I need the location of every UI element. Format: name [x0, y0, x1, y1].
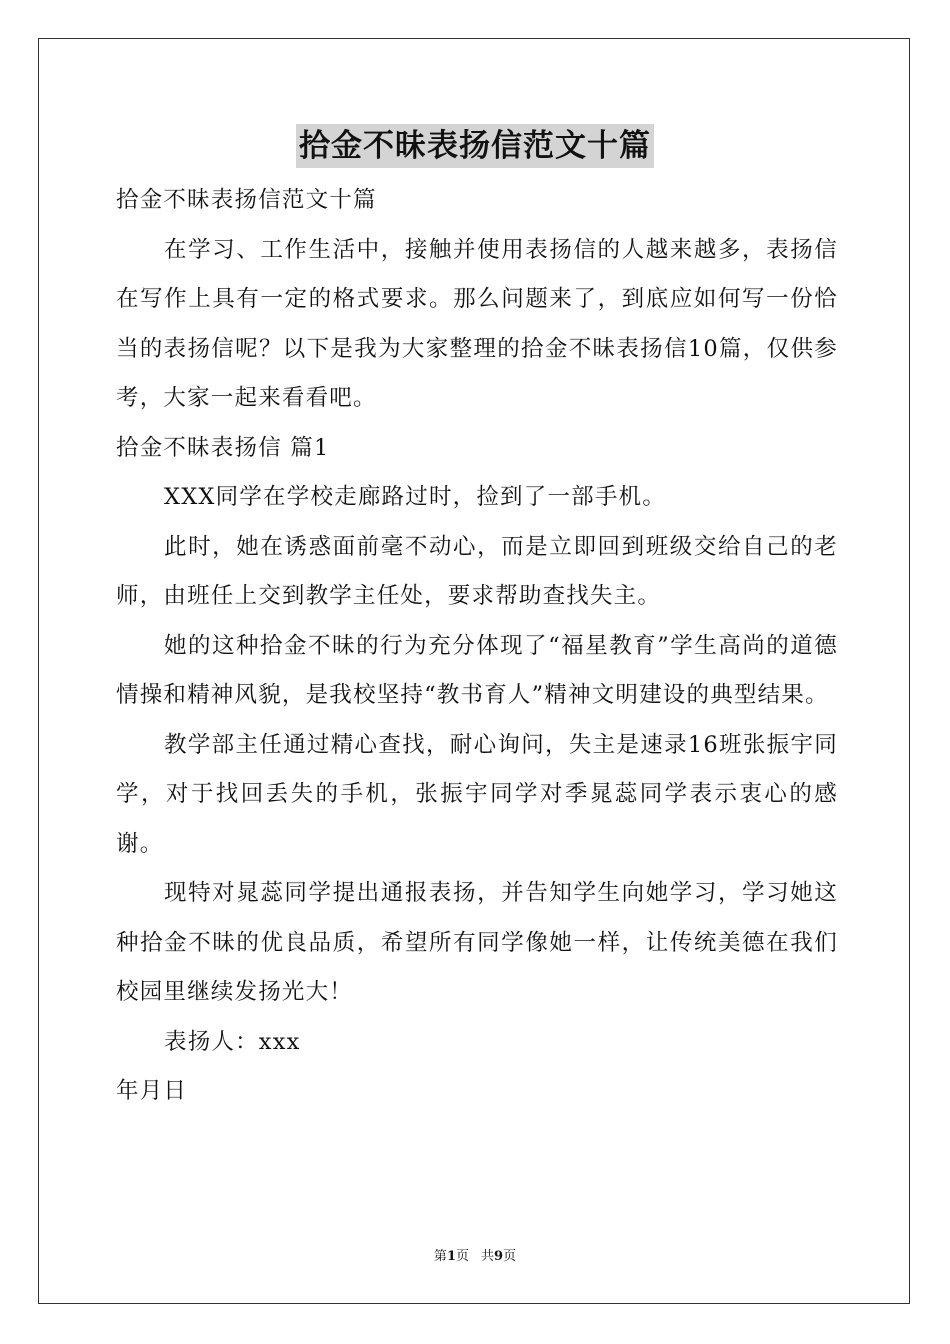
page-footer — [0, 1248, 950, 1266]
total-prefix: 共 — [481, 1249, 495, 1264]
paragraph: 现特对晁蕊同学提出通报表扬，并告知学生向她学习，学习她这种拾金不昧的优良品质，希望所有同学像她一样，让传统美德在我们校园里继续发扬光大！ — [116, 880, 838, 1005]
page-current: 1 — [446, 1249, 456, 1264]
page-unit: 页 — [455, 1249, 469, 1264]
date-line: 年月日 — [116, 1078, 188, 1104]
paragraph: XXX同学在学校走廊路过时，捡到了一部手机。 — [164, 484, 666, 510]
paragraph: 此时，她在诱惑面前毫不动心，而是立即回到班级交给自己的老师，由班任上交到教学主任处，要求帮助查找失主。 — [116, 533, 838, 609]
section-heading-1: 拾金不昧表扬信 篇1 — [116, 434, 330, 461]
title-container — [0, 124, 950, 168]
total-unit: 页 — [503, 1249, 517, 1264]
document-title: 拾金不昧表扬信范文十篇 — [296, 124, 654, 168]
page-prefix: 第 — [433, 1249, 447, 1264]
document-body — [116, 176, 838, 1117]
paragraph-heading: 拾金不昧表扬信范文十篇 — [116, 187, 377, 213]
paragraph: 教学部主任通过精心查找，耐心询问，失主是速录16班张振宇同学，对于找回丢失的手机，张振宇同学对季晁蕊同学表示衷心的感谢。 — [116, 731, 838, 857]
paragraph: 她的这种拾金不昧的行为充分体现了“福星教育”学生高尚的道德情操和精神风貌，是我校坚持“教书育人”精神文明建设的典型结果。 — [116, 632, 838, 708]
signature-line: 表扬人：xxx — [164, 1028, 301, 1055]
paragraph-intro: 在学习、工作生活中，接触并使用表扬信的人越来越多，表扬信在写作上具有一定的格式要求。那么问题来了，到底应如何写一份恰当的表扬信呢？以下是我为大家整理的拾金不昧表扬信10篇，仅供参考，大家一起来看看吧。 — [116, 236, 838, 411]
page-total: 9 — [494, 1249, 504, 1264]
